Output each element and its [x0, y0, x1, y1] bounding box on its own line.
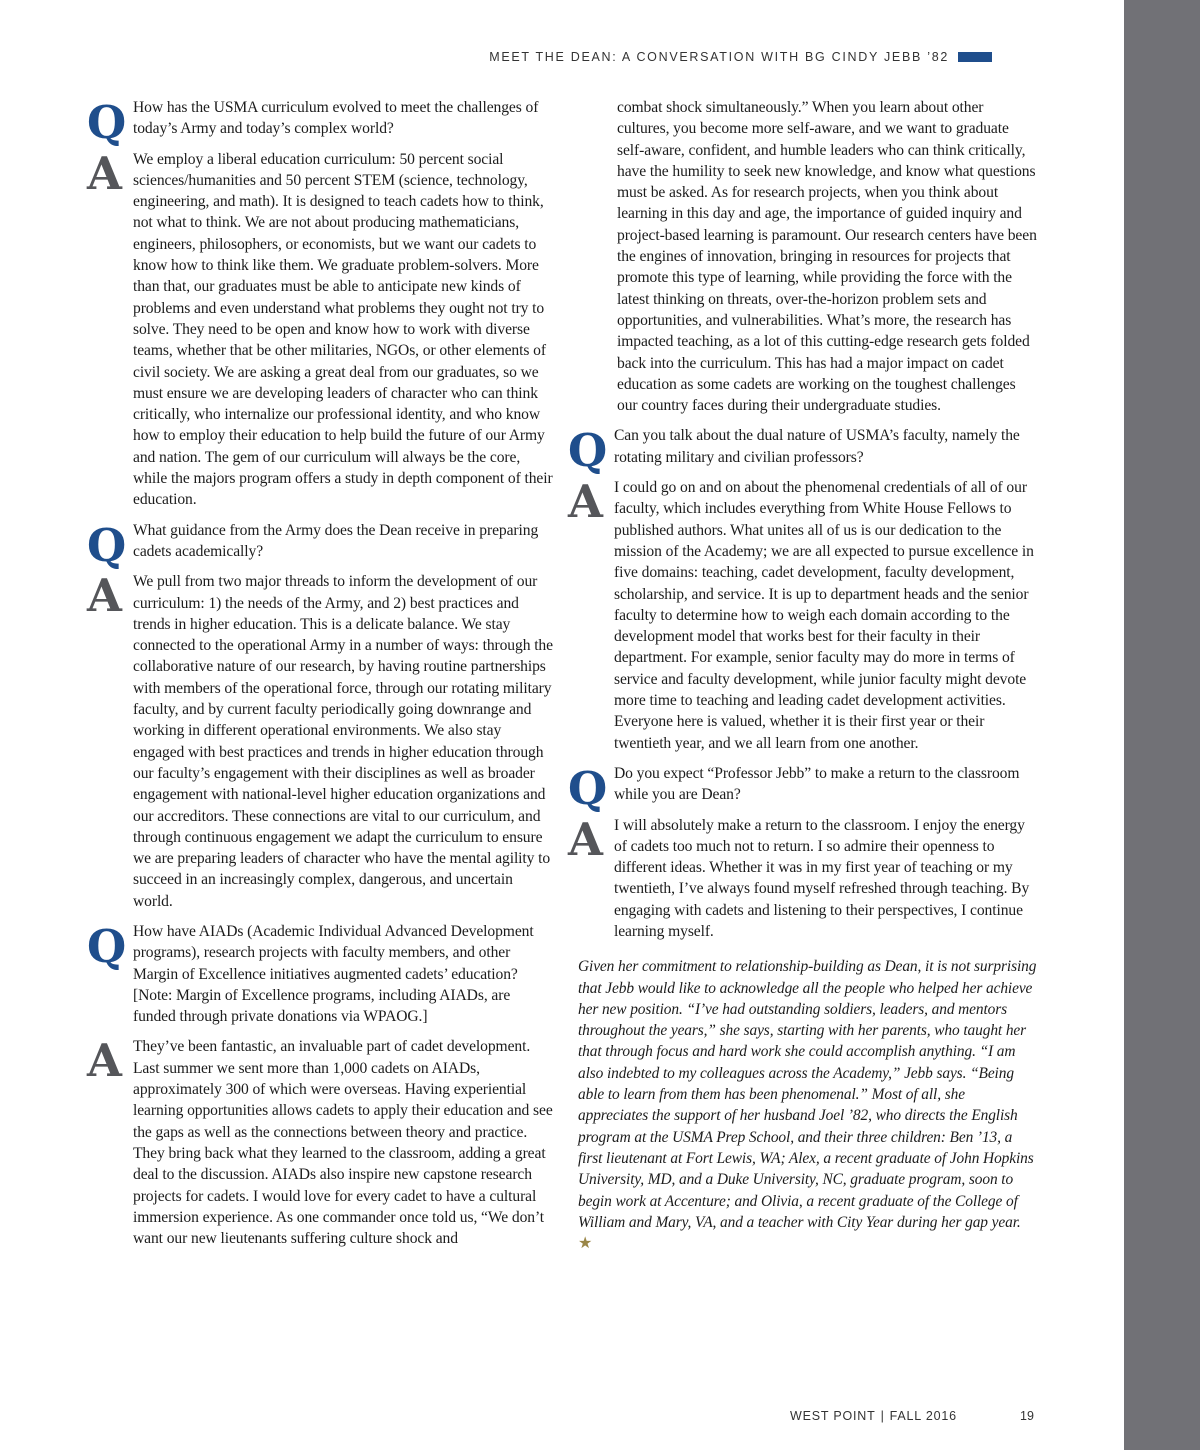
answer-2 — [87, 571, 555, 912]
footer-separator: | — [880, 1409, 885, 1423]
answer-text: I will absolutely make a return to the classroom. I enjoy the energy of cadets too much not to return. I so admire their openness to different ideas. Whether it was in my first year of teaching or my twentieth, I’ve always found myself refreshed through teaching. By engaging with cadets and listening to their perspectives, I continue learning myself. — [614, 816, 1030, 940]
question-text: Do you expect “Professor Jebb” to make a return to the classroom while you are Dean? — [614, 764, 1020, 804]
left-column — [87, 97, 555, 1258]
question-1 — [87, 96, 555, 149]
end-star-icon: ★ — [578, 1235, 593, 1253]
page-edge-sidebar — [1124, 0, 1200, 1450]
question-marker: Q — [568, 761, 608, 815]
footer-issue: FALL 2016 — [889, 1409, 957, 1423]
answer-text: We employ a liberal education curriculum: 50 percent social sciences/humanities and 50 percent STEM (science, technology, engineering, and math). It is designed to teach cadets how to think, not what to think. We are not about producing mathematicians, engineers, philosophers, or economists, but we want our cadets to know how to think like them. We graduate problem-solvers. More than that, our graduates must be able to anticipate new kinds of problems and even understand what problems they ought not try to solve. They need to be open and know how to work with diverse teams, whether that be other militaries, NGOs, or other elements of civil society. We are asking a great deal from our graduates, so we must ensure we are developing leaders of character who can think critically, who internalize our professional identity, and who know how to employ their education to help build the future of our Army and nation. The gem of our curriculum will always be the core, while the majors program offers a study in depth component of their education. — [133, 150, 553, 509]
answer-marker: A — [87, 146, 122, 200]
question-text: Can you talk about the dual nature of USMA’s faculty, namely the rotating military and civilian professors? — [614, 427, 1020, 466]
question-marker: Q — [87, 96, 127, 149]
answer-5 — [568, 812, 1038, 943]
question-5 — [568, 761, 1038, 815]
answer-text: I could go on and on about the phenomenal credentials of all of our faculty, which includes everything from White House Fellows to published authors. What unites all of us is our dedication to the mission of the Academy; we are all expected to pursue excellence in five domains: teaching, cadet development, faculty development, scholarship, and service. It is up to department heads and the senior faculty to determine how to weigh each domain according to the development model that works best for their faculty in their department. For example, senior faculty may do more in terms of service and faculty development, while junior faculty might devote more time to teaching and leading cadet development activities. Everyone here is valued, whether it is their first year or their twentieth year, and we all learn from one another. — [614, 479, 1034, 752]
answer-text: They’ve been fantastic, an invaluable part of cadet development. Last summer we sent more than 1,000 cadets on AIADs, approximately 300 of which were overseas. Having experiential learning opportunities allows cadets to apply their education and see the gaps as well as the connections between theory and practice. They bring back what they learned to the classroom, adding a great deal to the discussion. AIADs also inspire new capstone research projects for cadets. I would love for every cadet to have a cultural immersion experience. As one commander once told us, “We don’t want our new lieutenants suffering culture shock and — [133, 1038, 553, 1248]
answer-marker: A — [568, 475, 603, 529]
footer-publication: WEST POINT — [790, 1409, 876, 1423]
question-text: What guidance from the Army does the Dean receive in preparing cadets academically? — [133, 521, 539, 560]
question-2 — [87, 518, 555, 572]
right-column — [568, 97, 1038, 1254]
question-text: How has the USMA curriculum evolved to meet the challenges of today’s Army and today’s complex world? — [133, 99, 539, 138]
answer-4 — [568, 477, 1038, 754]
answer-1 — [87, 146, 555, 511]
question-4 — [568, 424, 1038, 478]
answer-marker: A — [568, 812, 603, 866]
answer-continuation: combat shock simultaneously.” When you learn about other cultures, you become more self-aware, and we want to graduate self-aware, confident, and humble leaders who can think critically, have the humility to seek new knowledge, and know what questions must be asked. As for research projects, when you think about learning in this day and age, the importance of guided inquiry and project-based learning is paramount. Our research centers have been the engines of innovation, bringing in resources for projects that promote this type of learning, while providing the force with the latest thinking on threats, over-the-horizon problem sets and opportunities, and vulnerabilities. What’s more, the research has impacted teaching, as a lot of this cutting-edge research gets folded back into the curriculum. This has had a major impact on cadet education as some cadets are working on the toughest challenges our country faces during their undergraduate studies. — [617, 99, 1037, 415]
question-marker: Q — [568, 424, 608, 478]
question-3 — [87, 921, 555, 1027]
question-text: How have AIADs (Academic Individual Advanced Development programs), research projects with faculty members, and other Margin of Excellence initiatives augmented cadets’ education? [Note: Margin of Excellence programs, including AIADs, are funded through private donations via WPAOG.] — [133, 922, 534, 1026]
answer-marker: A — [87, 1034, 122, 1088]
running-header — [489, 47, 992, 67]
answer-text: We pull from two major threads to inform the development of our curriculum: 1) the needs of the Army, and 2) best practices and trends in higher education. This is a delicate balance. We stay connected to the operational Army in a number of ways: through the collaborative nature of our research, by having routine partnerships with members of the operational force, through our rotating military faculty, and by current faculty periodically going downrange and working in different operational environments. We also stay engaged with best practices and trends in higher education through our faculty’s engagement with their disciplines as well as broader engagement with national-level higher education organizations and our accreditors. These connections are vital to our curriculum, and through continuous engagement we adapt the curriculum to ensure we are preparing leaders of character who have the mental agility to succeed in an increasingly complex, dangerous, and uncertain world. — [133, 573, 553, 910]
closing-paragraph — [568, 956, 1038, 1254]
question-marker: Q — [87, 919, 127, 973]
page-number: 19 — [1020, 1409, 1034, 1423]
answer-3 — [87, 1036, 555, 1249]
header-accent-bar — [958, 52, 992, 62]
page-footer — [790, 1409, 1034, 1423]
running-header-title: MEET THE DEAN: A CONVERSATION WITH BG CINDY JEBB ’82 — [489, 50, 949, 64]
question-marker: Q — [87, 518, 127, 572]
closing-text: Given her commitment to relationship-building as Dean, it is not surprising that Jebb would like to acknowledge all the people who helped her achieve her new position. “I’ve had outstanding soldiers, leaders, and mentors throughout the years,” she says, starting with her parents, who taught her that through focus and hard work she could accomplish anything. “I am also indebted to my colleagues across the Academy,” Jebb says. “Being able to learn from them has been phenomenal.” Most of all, she appreciates the support of her husband Joel ’82, who directs the English program at the USMA Prep School, and their three children: Ben ’13, a first lieutenant at Fort Lewis, WA; Alex, a recent graduate of John Hopkins University, MD, and a Duke University, NC, graduate program, soon to begin work at Accenture; and Olivia, a recent graduate of the College of William and Mary, VA, and a teacher with City Year during her gap year. — [578, 958, 1037, 1231]
answer-marker: A — [87, 569, 122, 623]
